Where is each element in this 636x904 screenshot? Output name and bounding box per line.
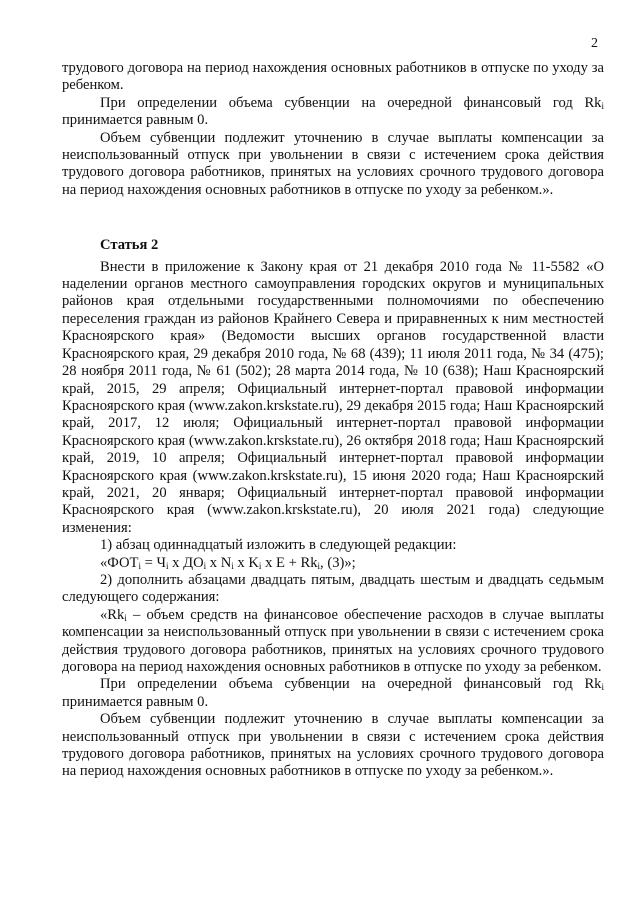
page-number: 2 [591, 36, 598, 51]
paragraph-item-1: 1) абзац одиннадцатый изложить в следующей редакции: [100, 537, 457, 554]
paragraph-subvention-zero: При определении объема субвенции на очередной финансовый год $Rk_i$ принимается равным 0. [62, 94, 604, 129]
document-body [62, 60, 604, 781]
article-heading: Статья 2 [100, 237, 159, 254]
paragraph-subvention-adjustment-2: Объем субвенции подлежит уточнению в случае выплаты компенсации за неиспользованный отпуск при увольнении в связи с истечением срока действия трудового договора работников, принятых на условиях срочного трудового договора на период нахождения основных работников в отпуске по уходу за ребенком.». [62, 711, 604, 780]
paragraph-amendment-intro: Внести в приложение к Закону края от 21 декабря 2010 года № 11-5582 «О наделении органов местного самоуправления городских округов и муниципальных районов края отдельными государственными полномочиями по обеспечению переселения граждан из районов Крайнего Севера и приравненных к ним местностей Красноярского края» (Ведомости высших органов государственной власти Красноярского края, 29 декабря 2010 года, № 68 (439); 11 июля 2011 года, № 34 (475); 28 ноября 2011 года, № 61 (502); 28 марта 2014 года, № 10 (638); Наш Красноярский край, 2015, 29 апреля; Официальный интернет-портал правовой информации Красноярского края (www.zakon.krskstate.ru), 29 декабря 2015 года; Наш Красноярский край, 2017, 12 июля; Официальный интернет-портал правовой информации Красноярского края (www.zakon.krskstate.ru), 26 октября 2018 года; Наш Красноярский край, 2019, 10 апреля; Официальный интернет-портал правовой информации Красноярского края (www.zakon.krskstate.ru), 15 июня 2020 года; Наш Красноярский край, 2021, 20 января; Официальный интернет-портал правовой информации Красноярского края (www.zakon.krskstate.ru), 20 июля 2021 года) следующие изменения: [62, 258, 604, 536]
paragraph-item-2: 2) дополнить абзацами двадцать пятым, двадцать шестым и двадцать седьмым следующего содержания: [62, 571, 604, 606]
paragraph-rk-definition: «$Rk_i$ – объем средств на финансовое обеспечение расходов в случае выплаты компенсации за неиспользованный отпуск при увольнении в связи с истечением срока действия трудового договора работников, принятых на условиях срочного трудового договора на период нахождения основных работников в отпуске по уходу за ребенком. [62, 606, 604, 675]
paragraph-subvention-zero-2: При определении объема субвенции на очередной финансовый год $Rk_i$ принимается равным 0. [62, 676, 604, 710]
paragraph-subvention-adjustment: Объем субвенции подлежит уточнению в случае выплаты компенсации за неиспользованный отпуск при увольнении в связи с истечением срока действия трудового договора работников, принятых на условиях срочного трудового договора на период нахождения основных работников в отпуске по уходу за ребенком.». [62, 129, 604, 198]
formula-line: «$ФОТ_i = Ч_i$ x $ДО_i$ x $N_i$ x $K_i$ x $Е + Rk_i$, (3)»; [100, 554, 356, 571]
paragraph-continuation: трудового договора на период нахождения основных работников в отпуске по уходу за ребенком. [62, 60, 604, 94]
